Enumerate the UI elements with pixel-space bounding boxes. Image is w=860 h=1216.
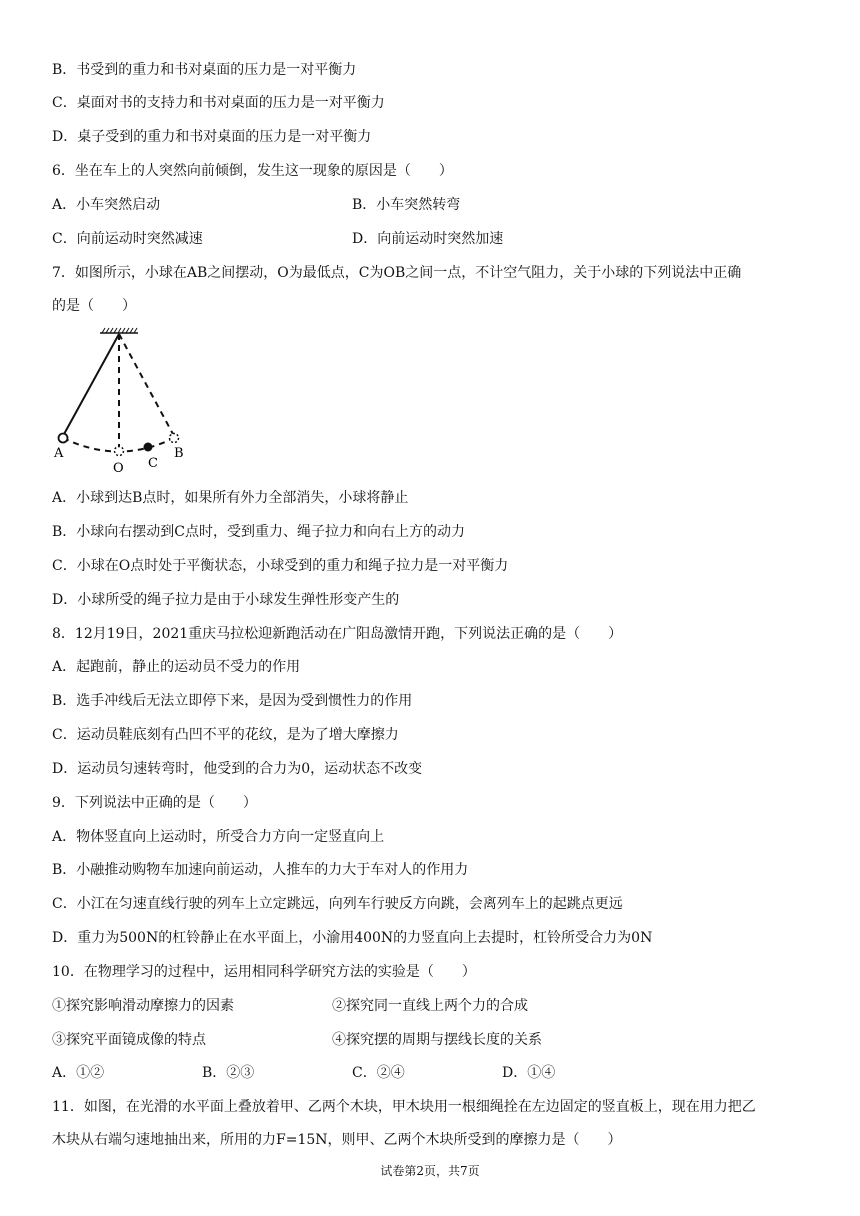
question-10: 10．在物理学习的过程中，运用相同科学研究方法的实验是（ ） <box>52 964 476 980</box>
option-line: B．选手冲线后无法立即停下来，是因为受到惯性力的作用 <box>52 693 413 709</box>
item-line: ③探究平面镜成像的特点 <box>52 1032 206 1048</box>
option-line: A．起跑前，静止的运动员不受力的作用 <box>52 659 301 675</box>
page-footer: 试卷第2页，共7页 <box>380 1164 480 1178</box>
ball-c <box>144 443 153 452</box>
option-line: C．桌面对书的支持力和书对桌面的压力是一对平衡力 <box>52 95 385 111</box>
pendulum-string <box>63 334 119 436</box>
option-line: C．小江在匀速直线行驶的列车上立定跳远，向列车行驶反方向跳，会离列车上的起跳点更远 <box>52 896 623 912</box>
option-line: A．小车突然启动 <box>52 197 161 213</box>
option-line: C．向前运动时突然减速 <box>52 231 203 247</box>
option-line: D．①④ <box>502 1065 556 1081</box>
pendulum-figure <box>50 325 200 475</box>
option-line: D．向前运动时突然加速 <box>352 231 504 247</box>
option-line: C．运动员鞋底刻有凸凹不平的花纹，是为了增大摩擦力 <box>52 727 399 743</box>
label-c: C <box>148 456 158 471</box>
label-o: O <box>113 461 124 475</box>
dashed-string-b <box>119 334 174 436</box>
ball-b <box>170 434 179 443</box>
option-line: D．小球所受的绳子拉力是由于小球发生弹性形变产生的 <box>52 592 400 608</box>
question-11-cont: 木块从右端匀速地抽出来，所用的力F=15N，则甲、乙两个木块所受到的摩擦力是（ ） <box>52 1132 622 1148</box>
item-line: ②探究同一直线上两个力的合成 <box>332 998 528 1014</box>
option-line: B．小融推动购物车加速向前运动，人推车的力大于车对人的作用力 <box>52 862 469 878</box>
label-a: A <box>54 446 64 461</box>
ball-a <box>59 434 68 443</box>
question-7-cont: 的是（ ） <box>52 298 136 314</box>
option-line: A．小球到达B点时，如果所有外力全部消失，小球将静止 <box>52 490 409 506</box>
option-line: D．桌子受到的重力和书对桌面的压力是一对平衡力 <box>52 129 372 145</box>
option-line: D．重力为500N的杠铃静止在水平面上，小渝用400N的力竖直向上去提时，杠铃所受合力为0N <box>52 930 653 946</box>
option-line: B．小车突然转弯 <box>352 197 461 213</box>
label-b: B <box>174 446 184 461</box>
question-8: 8．12月19日，2021重庆马拉松迎新跑活动在广阳岛激情开跑，下列说法正确的是（ ） <box>52 626 623 642</box>
ball-o <box>115 447 124 456</box>
option-line: A．①② <box>52 1065 105 1081</box>
question-6: 6．坐在车上的人突然向前倾倒，发生这一现象的原因是（ ） <box>52 163 453 179</box>
option-line: C．②④ <box>352 1065 405 1081</box>
option-line: C．小球在O点时处于平衡状态，小球受到的重力和绳子拉力是一对平衡力 <box>52 558 509 574</box>
option-line: D．运动员匀速转弯时，他受到的合力为0，运动状态不改变 <box>52 761 423 777</box>
option-line: B．②③ <box>202 1065 255 1081</box>
option-line: B．小球向右摆动到C点时，受到重力、绳子拉力和向右上方的动力 <box>52 524 465 540</box>
item-line: ①探究影响滑动摩擦力的因素 <box>52 998 234 1014</box>
item-line: ④探究摆的周期与摆线长度的关系 <box>332 1032 542 1048</box>
option-line: B．书受到的重力和书对桌面的压力是一对平衡力 <box>52 62 357 78</box>
question-11: 11．如图，在光滑的水平面上叠放着甲、乙两个木块，甲木块用一根细绳拴在左边固定的竖直板上，现在用力把乙 <box>52 1099 756 1115</box>
option-line: A．物体竖直向上运动时，所受合力方向一定竖直向上 <box>52 829 385 845</box>
question-7: 7．如图所示，小球在AB之间摆动，O为最低点，C为OB之间一点，不计空气阻力，关于小球的下列说法中正确 <box>52 265 742 281</box>
question-9: 9．下列说法中正确的是（ ） <box>52 795 257 811</box>
